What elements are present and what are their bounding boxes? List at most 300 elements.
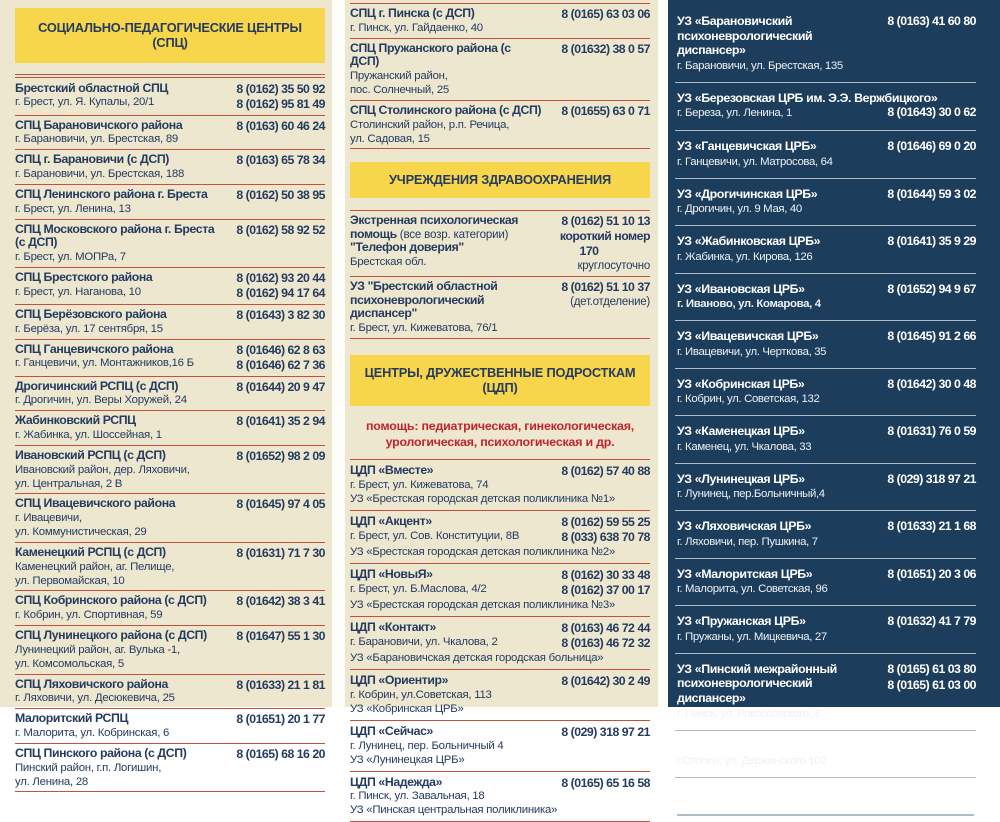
cdp-subtitle xyxy=(350,418,650,451)
center-address: г. Ляховичи, ул. Десюкевича, 25 xyxy=(15,692,175,705)
directory-entry xyxy=(675,559,976,607)
center-address: г. Барановичи, ул. Брестская, 188 xyxy=(15,168,185,181)
center-address: г. Лунинец, пер.Больничный,4 xyxy=(677,488,825,501)
center-name-text: СПЦ Берёзовского района xyxy=(15,307,167,322)
entry-text-block xyxy=(15,497,219,539)
phone-number: 8 (0162) 30 33 48 xyxy=(561,567,650,582)
center-name xyxy=(15,343,219,357)
entry-text-block xyxy=(15,712,219,740)
entry-text-block xyxy=(350,621,542,649)
phone-block xyxy=(860,377,976,393)
center-name-text: УЗ «Дрогичинская ЦРБ» xyxy=(677,186,818,201)
parent-organization: УЗ «Лунинецкая ЦРБ» xyxy=(350,753,465,766)
phone-number: 8 (029) 318 97 21 xyxy=(561,724,650,739)
center-name-text: Брестский областной СПЦ xyxy=(15,80,168,95)
center-name-text: ЦДП «Вместе» xyxy=(350,463,434,478)
directory-entry xyxy=(15,543,325,592)
phone-block xyxy=(860,519,976,535)
center-address: Лунинецкий район, аг. Вулька -1, xyxy=(15,643,180,656)
center-name-text: УЗ «Кобринская ЦРБ» xyxy=(677,376,805,391)
directory-entry xyxy=(15,675,325,710)
phone-number: 8 (0162) 50 38 95 xyxy=(236,187,325,202)
cdp-subtitle-line: урологическая, психологическая и др. xyxy=(385,435,615,450)
entry-row xyxy=(677,282,976,312)
center-name-text: СПЦ Лунинецкого района (с ДСП) xyxy=(15,628,207,643)
directory-entry xyxy=(350,721,650,772)
entry-row xyxy=(677,614,976,644)
entry-row xyxy=(350,42,650,97)
entry-text-block xyxy=(15,546,219,588)
parent-organization: УЗ «Пинская центральная поликлиника» xyxy=(350,804,558,817)
center-name-text: СПЦ г. Барановичи (с ДСП) xyxy=(15,152,169,167)
entry-text-block xyxy=(677,187,860,217)
directory-entry xyxy=(675,179,976,227)
center-address: г. Ганцевичи, ул. Матросова, 64 xyxy=(677,155,833,168)
directory-entry xyxy=(350,277,650,339)
entry-text-block xyxy=(15,629,219,671)
entry-row xyxy=(677,105,976,121)
center-address: г. Пружаны, ул. Мицкевича, 27 xyxy=(677,630,827,643)
center-address: г. Кобрин, ул.Советская, 113 xyxy=(350,688,492,701)
entry-row xyxy=(15,119,325,147)
entry-row xyxy=(350,7,650,35)
phone-number: 8 (01642) 38 3 41 xyxy=(236,594,325,609)
phone-block xyxy=(219,153,325,168)
center-address: ул. Первомайская, 10 xyxy=(15,574,125,587)
center-name-text: УЗ «Ляховичская ЦРБ» xyxy=(677,519,812,534)
center-name-text: СПЦ Пинского района (с ДСП) xyxy=(15,745,187,760)
entry-text-block xyxy=(15,380,219,408)
center-name-text: ЦДП «НовыЯ» xyxy=(350,566,433,581)
entry-row xyxy=(677,14,976,73)
entry-row xyxy=(15,188,325,216)
phone-block xyxy=(542,674,650,689)
phone-block xyxy=(860,282,976,298)
phone-number: 8 (01655) 63 4 88 xyxy=(887,738,976,753)
double-rule xyxy=(15,74,325,78)
entry-row xyxy=(350,515,650,545)
center-name xyxy=(677,662,860,706)
directory-entry xyxy=(15,116,325,151)
center-name xyxy=(677,472,860,487)
directory-entry xyxy=(15,79,325,116)
center-name xyxy=(15,271,219,285)
center-address: г. Каменец, ул. Чкалова, 33 xyxy=(677,440,812,453)
center-name-text: Жабинковский РСПЦ xyxy=(15,413,136,428)
phone-number: 8 (0162) 59 55 25 xyxy=(561,514,650,529)
center-name xyxy=(677,139,860,154)
center-address: г. Лунинец, пер. Больничный 4 xyxy=(350,739,504,752)
center-name xyxy=(15,153,219,167)
center-name xyxy=(15,747,219,761)
phone-block xyxy=(219,380,325,395)
center-name xyxy=(677,567,860,582)
entry-text-block xyxy=(15,594,219,622)
center-name-text: СПЦ Ляховичского района xyxy=(15,676,168,691)
center-address: г. Жабинка, ул. Кирова, 126 xyxy=(677,250,813,263)
entry-row xyxy=(350,725,650,753)
phone-number: 8 (0162) 95 81 49 xyxy=(236,96,325,111)
directory-entry xyxy=(675,416,976,464)
phone-number: 8 (0163) 60 46 24 xyxy=(236,118,325,133)
center-name xyxy=(350,42,542,70)
center-name-text: СПЦ г. Пинска (с ДСП) xyxy=(350,6,475,20)
directory-entry xyxy=(675,731,976,779)
phone-block xyxy=(542,42,650,57)
parent-organization: УЗ «Барановичская детская городская больница» xyxy=(350,652,604,665)
center-name-text: СПЦ Кобринского района (с ДСП) xyxy=(15,593,207,608)
entry-row xyxy=(350,104,650,146)
center-name xyxy=(350,725,542,739)
phone-number: 170 xyxy=(579,243,599,258)
phone-number: 8 (01633) 21 1 68 xyxy=(887,519,976,534)
entry-text-block xyxy=(15,678,219,706)
directory-entry xyxy=(15,744,325,793)
phone-number: 8 (0165) 68 16 20 xyxy=(236,746,325,761)
center-address: г. Жабинка, ул. Шоссейная, 1 xyxy=(15,429,162,442)
phone-number: 8 (01646) 62 8 63 xyxy=(236,342,325,357)
center-address: г. Кобрин, ул. Спортивная, 59 xyxy=(15,609,163,622)
cdp-section-header: ЦЕНТРЫ, ДРУЖЕСТВЕННЫЕ ПОДРОСТКАМ (ЦДП) xyxy=(350,355,650,406)
phone-block xyxy=(860,567,976,583)
phone-block xyxy=(542,725,650,740)
directory-entry xyxy=(15,220,325,268)
center-name-text: СПЦ Ленинского района г. Бреста xyxy=(15,186,208,201)
entry-text-block xyxy=(350,280,542,335)
entry-text-block xyxy=(350,214,542,269)
directory-entry xyxy=(15,446,325,495)
directory-entry xyxy=(15,626,325,675)
center-address: г. Барановичи, ул. Брестская, 135 xyxy=(677,59,843,72)
phone-number: 8 (01641) 35 9 29 xyxy=(887,234,976,249)
center-address: г. Малорита, ул. Кобринская, 6 xyxy=(15,727,170,740)
entry-row xyxy=(15,497,325,539)
center-name-text: Каменецкий РСПЦ (с ДСП) xyxy=(15,544,166,559)
phone-number: (дет.отделение) xyxy=(570,295,650,308)
phone-block xyxy=(860,472,976,488)
phone-number: 8 (01645) 97 4 05 xyxy=(236,497,325,512)
phone-block xyxy=(219,188,325,203)
center-name-text: УЗ «Ивацевичская ЦРБ» xyxy=(677,329,819,344)
directory-entry xyxy=(15,185,325,220)
phone-block xyxy=(542,104,650,119)
phone-block xyxy=(860,105,976,121)
entry-text-block xyxy=(350,104,542,146)
entry-text-block xyxy=(15,747,219,789)
entry-row xyxy=(677,739,976,769)
entry-row xyxy=(15,223,325,264)
entry-row xyxy=(677,187,976,217)
center-name: УЗ «Березовская ЦРБ им. Э.Э. Вержбицкого» xyxy=(677,90,938,105)
center-name xyxy=(15,449,219,463)
center-address: Ивановский район, дер. Ляховичи, xyxy=(15,463,190,476)
phone-block xyxy=(219,497,325,512)
center-name-text: Малоритский РСПЦ xyxy=(15,711,129,726)
center-name-text: УЗ «Каменецкая ЦРБ» xyxy=(677,424,805,439)
phone-number: 8 (0162) 93 20 44 xyxy=(236,271,325,286)
phone-block xyxy=(219,414,325,429)
entry-row xyxy=(677,519,976,549)
phone-number: 8 (0165) 61 03 80 xyxy=(887,661,976,676)
entry-row xyxy=(677,662,976,721)
center-name-text: ЦДП «Акцент» xyxy=(350,513,432,528)
center-name xyxy=(15,119,219,133)
center-name xyxy=(350,515,542,529)
phone-number: 8 (0162) 58 92 52 xyxy=(236,222,325,237)
entry-text-block xyxy=(350,776,542,804)
entry-text-block xyxy=(15,82,219,110)
center-name-text: УЗ «Малоритская ЦРБ» xyxy=(677,566,813,581)
center-address: ул. Комсомольская, 5 xyxy=(15,657,124,670)
entry-text-block xyxy=(677,614,860,644)
entry-text-block xyxy=(677,234,860,264)
directory-entry xyxy=(675,511,976,559)
entry-row xyxy=(677,329,976,359)
center-address: ул. Коммунистическая, 29 xyxy=(15,526,147,539)
phone-block xyxy=(219,449,325,464)
center-name-secondary: "Телефон доверия" xyxy=(350,240,464,255)
entry-text-block xyxy=(15,271,219,299)
entry-row xyxy=(15,747,325,789)
directory-entry xyxy=(350,460,650,511)
center-name-text: УЗ «Ивановская ЦРБ» xyxy=(677,281,805,296)
center-address: Пинский район, г.п. Логишин, xyxy=(15,761,162,774)
phone-block xyxy=(860,139,976,155)
phone-block xyxy=(542,515,650,545)
center-name-text: СПЦ Пружанского района (с ДСП) xyxy=(350,40,511,69)
directory-entry xyxy=(15,268,325,305)
entry-row xyxy=(15,343,325,373)
entry-text-block xyxy=(677,472,860,502)
spc-column xyxy=(0,0,332,788)
center-name-text: Дрогичинский РСПЦ (с ДСП) xyxy=(15,378,179,393)
center-address: г. Ганцевичи, ул. Монтажников,16 Б xyxy=(15,357,194,370)
phone-number: 8 (01642) 30 2 49 xyxy=(561,674,650,689)
phone-block xyxy=(219,629,325,644)
entry-row xyxy=(350,621,650,651)
phone-block xyxy=(219,82,325,112)
phone-number: 8 (01644) 20 9 47 xyxy=(236,379,325,394)
center-name xyxy=(15,629,219,643)
directory-entry xyxy=(675,6,976,83)
center-name xyxy=(15,308,219,322)
directory-entry xyxy=(675,606,976,654)
entry-row xyxy=(677,377,976,407)
entry-row xyxy=(15,414,325,442)
phone-block xyxy=(860,329,976,345)
directory-entry xyxy=(15,377,325,412)
center-name xyxy=(677,519,860,534)
phone-number: 8 (01652) 98 2 09 xyxy=(236,448,325,463)
center-address: г. Ляховичи, пер. Пушкина, 7 xyxy=(677,535,818,548)
entry-text-block xyxy=(677,139,860,169)
phone-number: 8 (01651) 20 1 77 xyxy=(236,712,325,727)
center-name-text: УЗ «Пружанская ЦРБ» xyxy=(677,614,806,629)
phone-block xyxy=(542,464,650,479)
center-name-text: ЦДП «Сейчас» xyxy=(350,723,433,738)
center-name xyxy=(350,104,542,118)
cdp-entry-list xyxy=(350,459,650,822)
entry-text-block xyxy=(350,42,542,97)
entry-text-block xyxy=(15,153,219,181)
entry-row xyxy=(350,214,650,273)
entry-text-block xyxy=(15,414,219,442)
directory-entry xyxy=(675,321,976,369)
entry-row xyxy=(15,629,325,671)
phone-block xyxy=(219,223,325,238)
phone-block xyxy=(860,234,976,250)
directory-entry xyxy=(350,564,650,617)
center-name xyxy=(677,234,860,249)
phone-number: 8 (01647) 55 1 30 xyxy=(236,629,325,644)
entry-row xyxy=(350,280,650,335)
center-address: г.Столин, ул. Держинского 102 xyxy=(677,755,827,768)
center-address: г. Брест, ул. Кижеватова, 74 xyxy=(350,478,489,491)
entry-row xyxy=(15,594,325,622)
phone-number: 8 (0163) 65 78 34 xyxy=(236,153,325,168)
entry-text-block xyxy=(677,519,860,549)
phone-number: 8 (01632) 38 0 57 xyxy=(561,41,650,56)
center-name-text: УЗ «Столинская ЦРБ» xyxy=(677,738,805,753)
entry-row xyxy=(15,449,325,491)
entry-text-block xyxy=(677,424,860,454)
phone-number: 8 (01633) 21 1 81 xyxy=(236,677,325,692)
entry-text-block xyxy=(350,464,542,492)
phone-block xyxy=(860,14,976,30)
phone-number: круглосуточно xyxy=(577,259,650,272)
center-address: ул. Садовая, 15 xyxy=(350,132,430,145)
entry-text-block xyxy=(677,662,860,721)
phone-block xyxy=(542,568,650,598)
phone-block xyxy=(542,7,650,22)
phone-block xyxy=(860,662,976,694)
center-name xyxy=(350,621,542,635)
center-name-text: УЗ "Брестский областной психоневрологический диспансер" xyxy=(350,278,498,321)
center-address: ул. Центральная, 2 В xyxy=(15,477,123,490)
center-name xyxy=(15,223,219,251)
center-address: г. Пинск, ул. Гайдаенко, 40 xyxy=(350,21,483,34)
center-name xyxy=(350,7,542,21)
entry-text-block xyxy=(15,343,219,371)
center-address: г. Брест, ул. Наганова, 10 xyxy=(15,285,141,298)
directory-entry xyxy=(15,709,325,744)
center-name xyxy=(15,380,219,394)
center-name xyxy=(15,82,219,96)
phone-number: 8 (01643) 30 0 62 xyxy=(887,105,976,120)
center-name xyxy=(677,377,860,392)
phone-number: 8 (0162) 37 00 17 xyxy=(561,582,650,597)
phone-number: 8 (0162) 51 10 13 xyxy=(561,213,650,228)
center-name-text: УЗ «Пинский межрайонный психоневрологический диспансер» xyxy=(677,661,837,706)
center-address: г. Брест, ул. Кижеватова, 76/1 xyxy=(350,322,498,335)
directory-entry xyxy=(15,494,325,543)
phone-number: 8 (0165) 65 16 58 xyxy=(561,775,650,790)
spc-entry-list-continued xyxy=(350,3,650,149)
phone-number: 8 (0163) 41 60 80 xyxy=(887,14,976,28)
directory-entry xyxy=(350,617,650,670)
directory-entry xyxy=(675,226,976,274)
center-address: г. Береза, ул. Ленина, 1 xyxy=(677,107,792,120)
center-address: г. Брест, ул. Сов. Конституции, 8В xyxy=(350,529,520,542)
center-name-text: СПЦ Ганцевичского района xyxy=(15,341,174,356)
phone-number: 8 (01655) 63 0 71 xyxy=(561,103,650,118)
directory-entry xyxy=(350,4,650,39)
entry-text-block xyxy=(677,567,860,597)
center-name xyxy=(15,594,219,608)
phone-number: 8 (01646) 69 0 20 xyxy=(887,139,976,154)
center-name-text: ЦДП «Ориентир» xyxy=(350,673,449,688)
center-name xyxy=(677,614,860,629)
center-name xyxy=(677,187,860,202)
parent-organization: УЗ «Брестская городская детская поликлиника №3» xyxy=(350,598,615,611)
directory-entry xyxy=(350,772,650,822)
entry-row xyxy=(350,674,650,702)
center-address: Брестская обл. xyxy=(350,256,427,269)
entry-row xyxy=(15,678,325,706)
center-name xyxy=(15,414,219,428)
phone-number: 8 (01652) 94 9 67 xyxy=(887,281,976,296)
parent-organization: УЗ «Брестская городская детская поликлиника №1» xyxy=(350,492,615,505)
center-name xyxy=(15,678,219,692)
entry-text-block xyxy=(15,449,219,491)
entry-row xyxy=(15,308,325,336)
entry-row xyxy=(350,464,650,492)
phone-number: короткий номер xyxy=(559,228,650,243)
center-name-text: Ивановский РСПЦ (с ДСП) xyxy=(15,447,166,462)
center-address: г. Пинск, ул. Рокоссовского, 8 xyxy=(677,707,821,720)
phone-number: 8 (01631) 76 0 59 xyxy=(887,424,976,439)
center-address: г. Дрогичин, ул. 9 Мая, 40 xyxy=(677,203,802,216)
center-name-text: СПЦ Столинского района (с ДСП) xyxy=(350,102,542,117)
parent-organization: УЗ «Брестская городская детская поликлиника №2» xyxy=(350,545,615,558)
phone-block xyxy=(542,214,650,273)
directory-entry xyxy=(675,274,976,322)
health-facilities-column xyxy=(668,0,1000,768)
phone-number: 8 (0162) 94 17 64 xyxy=(236,286,325,301)
phone-block xyxy=(219,594,325,609)
center-address: г. Брест, ул. Ленина, 13 xyxy=(15,202,131,215)
phone-block xyxy=(860,614,976,630)
entry-row xyxy=(15,82,325,112)
center-name-text: СПЦ Барановичского района xyxy=(15,117,183,132)
center-address: г. Иваново, ул. Комарова, 4 xyxy=(677,298,821,311)
entry-text-block xyxy=(677,739,860,769)
center-name xyxy=(677,424,860,439)
phone-block xyxy=(219,678,325,693)
center-address: г. Брест, ул. Я. Купалы, 20/1 xyxy=(15,96,155,109)
phone-number: 8 (01641) 35 2 94 xyxy=(236,414,325,429)
center-name xyxy=(15,497,219,511)
directory-entry xyxy=(15,340,325,377)
entry-row xyxy=(350,776,650,804)
entry-text-block xyxy=(350,568,542,596)
center-name xyxy=(677,739,860,754)
uz-entry-list xyxy=(675,6,976,778)
center-name xyxy=(350,776,542,790)
entry-text-block xyxy=(15,119,219,147)
entry-text-block xyxy=(350,725,542,753)
entry-row xyxy=(15,153,325,181)
center-name-text: ЦДП «Контакт» xyxy=(350,620,436,635)
entry-text-block xyxy=(350,674,542,702)
phone-block xyxy=(860,424,976,440)
phone-block xyxy=(860,187,976,203)
health-section-header: УЧРЕЖДЕНИЯ ЗДРАВООХРАНЕНИЯ xyxy=(350,162,650,197)
entry-row xyxy=(15,271,325,301)
entry-text-block xyxy=(350,515,542,543)
entry-row xyxy=(677,234,976,264)
center-name-text: УЗ «Жабинковская ЦРБ» xyxy=(677,234,821,249)
